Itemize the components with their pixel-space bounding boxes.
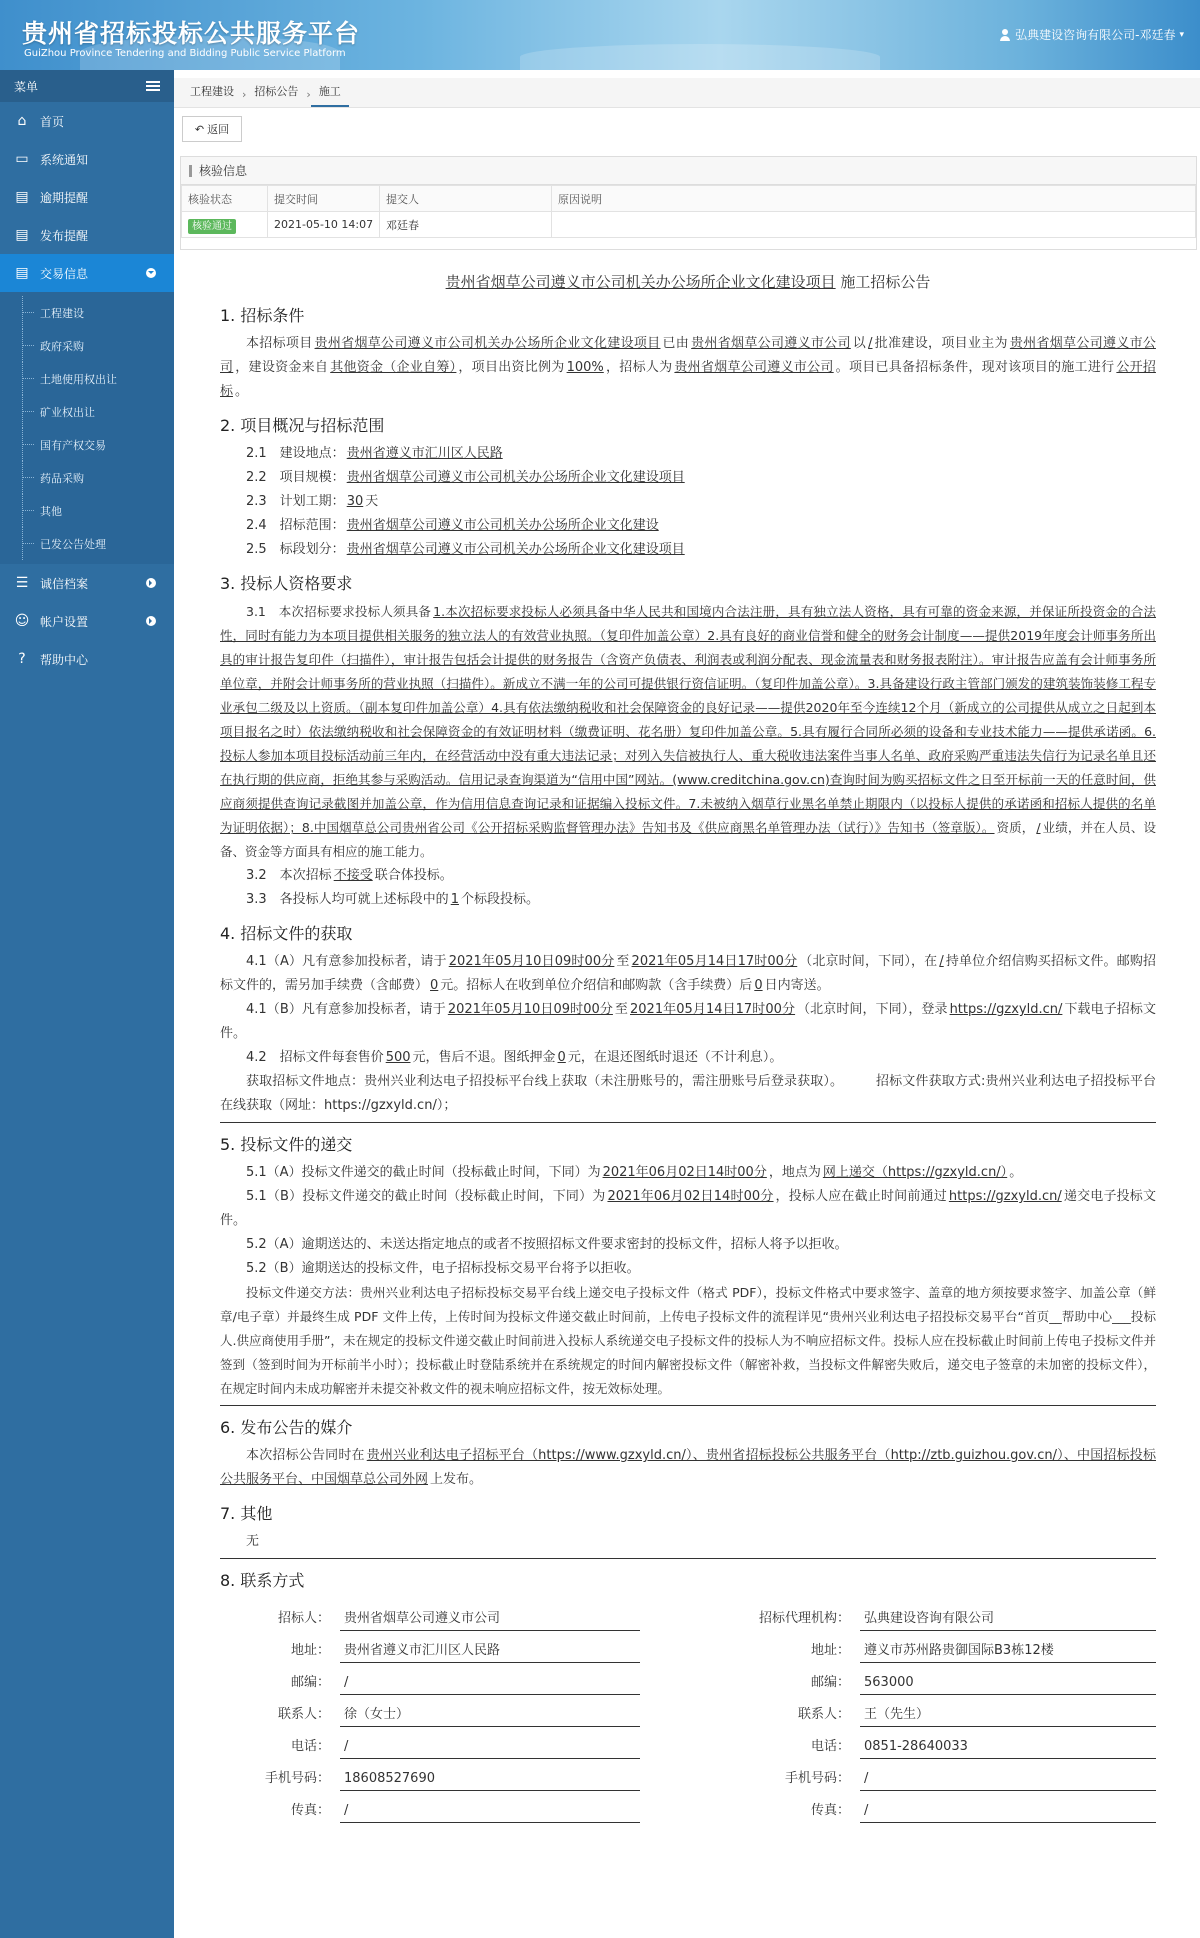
contact-value: 563000 [860, 1671, 1156, 1695]
table-row [182, 212, 1196, 238]
sidebar-item-label: 系统通知 [40, 152, 89, 167]
contact-label: 电话： [810, 1739, 850, 1754]
list-item: 3.3 各投标人均可就上述标段中的 1 个标段投标。 [246, 892, 539, 907]
contact-label: 地址： [810, 1643, 850, 1658]
document-title [220, 270, 1156, 294]
sidebar-item-label: 帮助中心 [40, 652, 89, 667]
section-heading: 7. 其他 [220, 1504, 273, 1523]
sidebar-item-notice[interactable] [0, 140, 174, 178]
status-badge: 核验通过 [188, 219, 236, 234]
contact-label: 手机号码： [264, 1771, 330, 1786]
help-icon: ? [18, 651, 26, 667]
verification-table [181, 185, 1196, 238]
site-title: 贵州省招标投标公共服务平台 [22, 19, 361, 48]
calendar-icon: ▤ [15, 265, 29, 281]
breadcrumb-item[interactable]: 招标公告 [254, 85, 299, 98]
chevron-down-icon [146, 268, 156, 278]
announcement-document [220, 270, 1156, 1823]
calendar-icon: ▤ [15, 227, 29, 243]
title-suffix: 施工招标公告 [840, 273, 931, 291]
contact-label: 招标人： [277, 1611, 330, 1626]
breadcrumb-item[interactable]: 施工 [311, 83, 349, 107]
divider [220, 1405, 1156, 1406]
title-project: 贵州省烟草公司遵义市公司机关办公场所企业文化建设项目 [445, 273, 836, 291]
chevron-right-icon [146, 578, 156, 588]
sidebar-subitem[interactable]: 土地使用权出让 [0, 362, 174, 395]
section-heading: 4. 招标文件的获取 [220, 924, 353, 943]
divider [220, 1122, 1156, 1123]
paragraph: 本次招标公告同时在 贵州兴业利达电子招标平台（https://www.gzxyld.cn/）、贵州省招标投标公共服务平台（http://ztb.guizhou.gov.cn/）、中国招标投标公共服务平台、中国烟草总公司外网 上发布。 [220, 1448, 1156, 1487]
contact-value: / [340, 1799, 640, 1823]
contact-grid [220, 1607, 1156, 1823]
list-item: 2.2 项目规模： 贵州省烟草公司遵义市公司机关办公场所企业文化建设项目 [246, 470, 685, 485]
section-heading: 1. 招标条件 [220, 306, 305, 325]
contact-value: 王（先生） [860, 1703, 1156, 1727]
header-decoration [520, 44, 880, 70]
sidebar-item-home[interactable] [0, 102, 174, 140]
sidebar-header [0, 70, 174, 102]
chevron-right-icon: › [306, 88, 311, 101]
paragraph: 无 [246, 1534, 260, 1549]
contact-label: 联系人： [277, 1707, 330, 1722]
user-name: 弘典建设咨询有限公司-邓廷春 [1015, 28, 1176, 42]
contact-value: 弘典建设咨询有限公司 [860, 1607, 1156, 1631]
top-header [0, 0, 1200, 70]
sidebar-item-credit[interactable] [0, 564, 174, 602]
list-item: 2.4 招标范围： 贵州省烟草公司遵义市公司机关办公场所企业文化建设 [246, 518, 659, 533]
reason [552, 212, 1196, 238]
site-subtitle: GuiZhou Province Tendering and Bidding Public Service Platform [24, 48, 346, 59]
section-heading: 3. 投标人资格要求 [220, 574, 353, 593]
sidebar-item-label: 诚信档案 [40, 576, 89, 591]
monitor-icon: ▭ [15, 151, 29, 167]
paragraph: 4.2 招标文件每套售价 500 元，售后不退。图纸押金 0 元，在退还图纸时退还（不计利息）。 [246, 1050, 783, 1065]
contact-label: 联系人： [797, 1707, 850, 1722]
section-heading: 6. 发布公告的媒介 [220, 1418, 353, 1437]
sidebar-item-label: 交易信息 [40, 266, 89, 281]
contact-value: / [860, 1767, 1156, 1791]
paragraph: 4.1（A）凡有意参加投标者，请于 2021年05月10日09时00分 至 2021年05月14日17时00分 （北京时间，下同），在 / 持单位介绍信购买招标文件。邮购招标文件的，需另加手续费（含邮费） 0 元。招标人在收到单位介绍信和邮购款（含手续费）后 0 日内寄送。 [220, 954, 1156, 993]
contact-label: 地址： [290, 1643, 330, 1658]
breadcrumb-item[interactable]: 工程建设 [190, 85, 234, 98]
paragraph: 本招标项目 贵州省烟草公司遵义市公司机关办公场所企业文化建设项目 已由 贵州省烟草公司遵义市公司 以 / 批准建设，项目业主为 贵州省烟草公司遵义市公司 ，建设资金来自 其他资金（企业自筹） ，项目出资比例为 100% ，招标人为 贵州省烟草公司遵义市公司 。项目已具备招标条件，现对该项目的施工进行 公开招标 。 [220, 336, 1156, 399]
paragraph: 5.2（B）逾期送达的投标文件，电子招标投标交易平台将予以拒收。 [246, 1261, 640, 1276]
contact-label: 传真： [290, 1803, 330, 1818]
contact-label: 传真： [810, 1803, 850, 1818]
chevron-right-icon [146, 616, 156, 626]
sidebar-item-account[interactable] [0, 602, 174, 640]
paragraph: 5.1（B）投标文件递交的截止时间（投标截止时间，下同）为 2021年06月02日14时00分 ，投标人应在截止时间前通过 https://gzxyld.cn/ 递交电子投标文件。 [220, 1189, 1156, 1228]
contact-value: / [340, 1735, 640, 1759]
sidebar-item-label: 首页 [40, 114, 65, 129]
sidebar-subitem[interactable]: 其他 [0, 494, 174, 527]
contact-label: 招标代理机构： [758, 1611, 850, 1626]
sidebar-item-trade[interactable] [0, 254, 174, 292]
contact-label: 邮编： [810, 1675, 850, 1690]
back-label: 返回 [207, 123, 230, 136]
breadcrumb [174, 78, 1200, 108]
sidebar-subitem[interactable]: 药品采购 [0, 461, 174, 494]
home-icon: ⌂ [17, 113, 27, 129]
contact-value: 遵义市苏州路贵御国际B3栋12楼 [860, 1639, 1156, 1663]
table-header: 原因说明 [552, 186, 1196, 212]
section-heading: 8. 联系方式 [220, 1571, 305, 1590]
paragraph: 5.1（A）投标文件递交的截止时间（投标截止时间，下同）为 2021年06月02日14时00分 ，地点为 网上递交（https://gzxyld.cn/） 。 [246, 1165, 1023, 1180]
divider [220, 1558, 1156, 1559]
verification-title: 核验信息 [181, 157, 1196, 185]
contact-value: 贵州省烟草公司遵义市公司 [340, 1607, 640, 1631]
paragraph: 投标文件递交方法：贵州兴业利达电子招标投标交易平台线上递交电子投标文件（格式 PDF），投标文件格式中要求签字、盖章的地方须按要求签字、加盖公章（鲜章/电子章）并最终生成 PDF 文件上传，上传时间为投标文件递交截止时间前，上传电子投标文件的流程详见“贵州兴业利达电子招投标交易平台“首页__帮助中心___投标人.供应商使用手册”，未在规定的投标文件递交截止时间前进入投标人系统递交电子投标文件的投标人为不响应招标文件。投标人应在投标截止时间前上传电子投标文件并签到（签到时间为开标前半小时）；投标截止时登陆系统并在系统规定的时间内解密投标文件（解密补救，当投标文件解密失败后，递交电子签章的未加密的投标文件），在规定时间内未成功解密并未提交补救文件的视未响应招标文件，按无效标处理。 [220, 1285, 1156, 1396]
contact-value: 贵州省遵义市汇川区人民路 [340, 1639, 640, 1663]
sidebar-subitem[interactable]: 政府采购 [0, 329, 174, 362]
verification-panel [180, 156, 1197, 250]
paragraph: 5.2（A）逾期送达的、未送达指定地点的或者不按照招标文件要求密封的投标文件，招标人将予以拒收。 [246, 1237, 848, 1252]
submit-time: 2021-05-10 14:07 [268, 212, 380, 238]
table-header: 提交时间 [268, 186, 380, 212]
sidebar [0, 70, 174, 1938]
contact-label: 邮编： [290, 1675, 330, 1690]
sidebar-item-label: 帐户设置 [40, 614, 89, 629]
sidebar-item-help[interactable] [0, 640, 174, 678]
contact-value: / [340, 1671, 640, 1695]
user-menu[interactable] [999, 26, 1184, 43]
hamburger-icon[interactable] [146, 81, 160, 91]
menu-label: 菜单 [14, 79, 39, 94]
contact-label: 电话： [290, 1739, 330, 1754]
sidebar-item-label: 发布提醒 [40, 228, 89, 243]
sidebar-subitem[interactable]: 矿业权出让 [0, 395, 174, 428]
back-icon: ↶ [194, 122, 205, 136]
contact-value: / [860, 1799, 1156, 1823]
chevron-down-icon: ▾ [1179, 29, 1184, 40]
sidebar-subitem[interactable]: 已发公告处理 [0, 527, 174, 560]
user-icon: ☺ [14, 613, 30, 629]
trade-submenu [0, 292, 174, 564]
contact-value: 0851-28640033 [860, 1735, 1156, 1759]
table-header: 提交人 [380, 186, 552, 212]
section-heading: 2. 项目概况与招标范围 [220, 416, 385, 435]
sidebar-item-publish[interactable] [0, 216, 174, 254]
submitter: 邓廷春 [380, 212, 552, 238]
paragraph: 3.1 本次招标要求投标人须具备 1.本次招标要求投标人必须具备中华人民共和国境内合法注册，具有独立法人资格，具有可靠的资金来源，并保证所投资金的合法性，同时有能力为本项目提供相关服务的独立法人的有效营业执照。（复印件加盖公章）2.具有良好的商业信誉和健全的财务会计制度——提供2019年度会计师事务所出具的审计报告复印件（扫描件），审计报告包括会计提供的财务报告（含资产负债表、利润表或利润分配表、现金流量表和财务报表附注）。审计报告应盖有会计师事务所单位章，并附会计师事务所的营业执照（扫描件）。新成立不满一年的公司可提供银行资信证明。（复印件加盖公章）。3.具备建设行政主管部门颁发的建筑装饰装修工程专业承包二级及以上资质。（副本复印件加盖公章）4.具有依法缴纳税收和社会保障资金的良好记录——提供2020年至今连续12个月（新成立的公司提供从成立之日起到本项目报名之时）依法缴纳税收和社会保障资金的有效证明材料（缴费证明、花名册）复印件加盖公章。5.具有履行合同所必须的设备和专业技术能力——提供承诺函。6.投标人参加本项目投标活动前三年内，在经营活动中没有重大违法记录；对列入失信被执行人、重大税收违法案件当事人名单、政府采购严重违法失信行为记录名单且还在执行期的供应商，拒绝其参与采购活动。信用记录查询渠道为“信用中国”网站。(www.creditchina.gov.cn)查询时间为购买招标文件之日至开标前一天的任意时间，供应商须提供查询记录截图并加盖公章，作为信用信息查询记录和证据编入投标文件。7.未被纳入烟草行业黑名单禁止期限内（以投标人提供的承诺函和招标人提供的名单为证明依据）；8.中国烟草总公司贵州省公司《公开招标采购监督管理办法》告知书及《供应商黑名单管理办法（试行）》告知书（签章版）。 资质， / 业绩，并在人员、设备、资金等方面具有相应的施工能力。 [220, 604, 1156, 859]
contact-label: 手机号码： [784, 1771, 850, 1786]
list-item: 3.2 本次招标 不接受 联合体投标。 [246, 868, 453, 883]
sidebar-subitem[interactable]: 国有产权交易 [0, 428, 174, 461]
contact-value: 徐（女士） [340, 1703, 640, 1727]
list-item: 2.3 计划工期： 30 天 [246, 494, 379, 509]
contact-value: 18608527690 [340, 1767, 640, 1791]
sidebar-item-overdue[interactable] [0, 178, 174, 216]
chevron-right-icon: › [242, 88, 247, 101]
list-item: 2.1 建设地点： 贵州省遵义市汇川区人民路 [246, 446, 503, 461]
list-icon: ☰ [15, 575, 29, 591]
table-header: 核验状态 [182, 186, 268, 212]
paragraph: 获取招标文件地点：贵州兴业利达电子招投标平台线上获取（未注册账号的，需注册账号后登录获取）。 招标文件获取方式:贵州兴业利达电子招投标平台在线获取（网址：https://gzxyld.cn/）； [220, 1074, 1156, 1113]
section-heading: 5. 投标文件的递交 [220, 1135, 353, 1154]
list-item: 2.5 标段划分： 贵州省烟草公司遵义市公司机关办公场所企业文化建设项目 [246, 542, 685, 557]
back-button[interactable] [182, 116, 242, 142]
calendar-icon: ▤ [15, 189, 29, 205]
user-icon [999, 29, 1011, 41]
paragraph: 4.1（B）凡有意参加投标者，请于 2021年05月10日09时00分 至 2021年05月14日17时00分 （北京时间，下同），登录 https://gzxyld.cn/ 下载电子招标文件。 [220, 1002, 1156, 1041]
sidebar-item-label: 逾期提醒 [40, 190, 89, 205]
sidebar-subitem[interactable]: 工程建设 [0, 296, 174, 329]
